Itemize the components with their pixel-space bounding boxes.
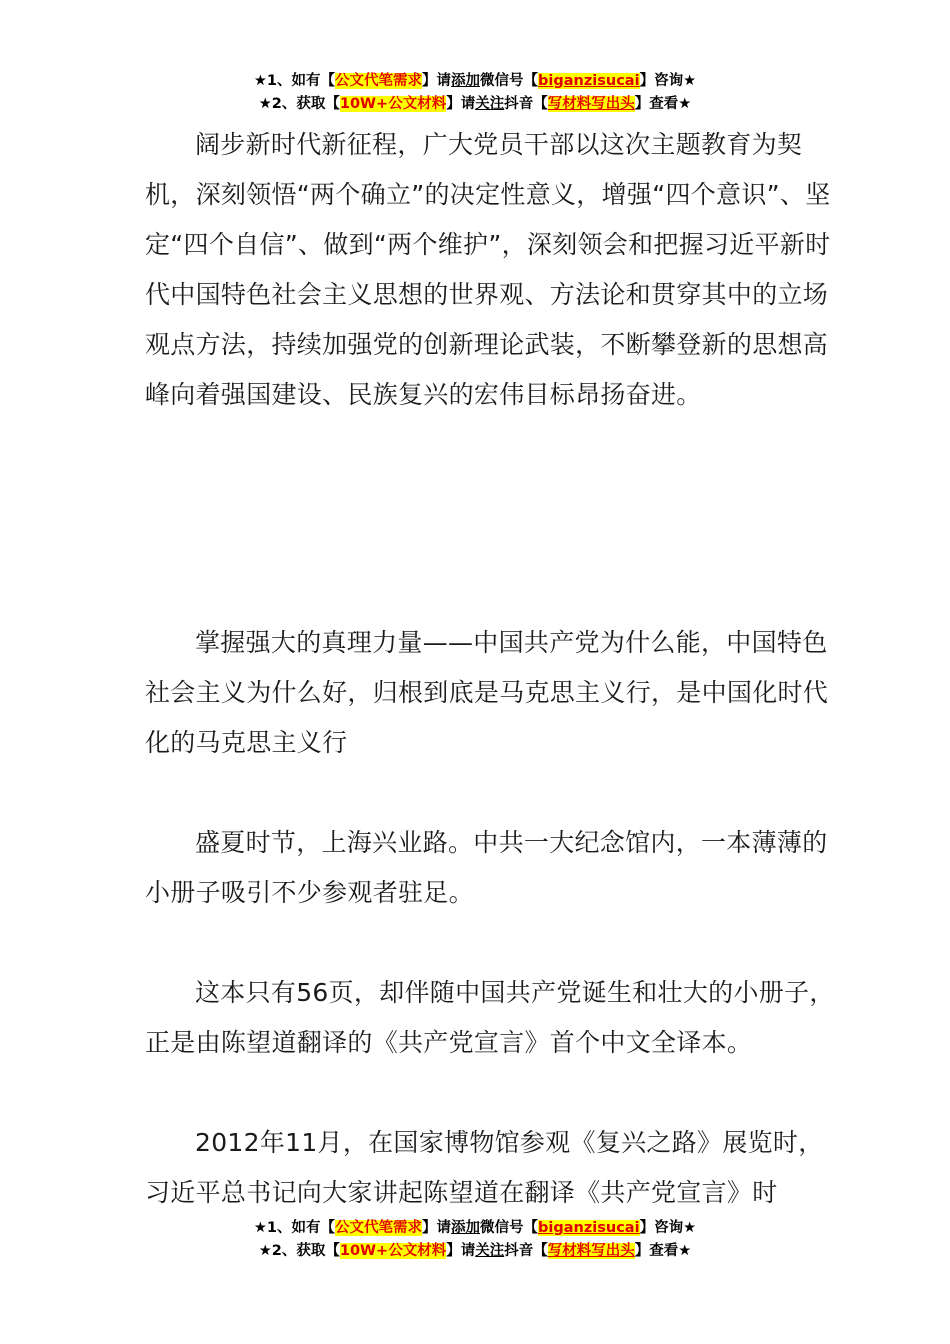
body-paragraph-1: 阔步新时代新征程，广大党员干部以这次主题教育为契机，深刻领悟“两个确立”的决定性意义，增强“四个意识”、坚定“四个自信”、做到“两个维护”，深刻领会和把握习近平新时代中国特色社会主义思想的世界观、方法论和贯穿其中的立场观点方法，持续加强党的创新理论武装，不断攀登新的思想高峰向着强国建设、民族复兴的宏伟目标昂扬奋进。 [145, 130, 831, 409]
banner-text: 】请 [446, 1243, 476, 1259]
banner-text: ★2、获取【 [258, 96, 340, 112]
highlight-service: 公文代笔需求 [335, 73, 423, 89]
section-heading-paragraph: 掌握强大的真理力量——中国共产党为什么能，中国特色社会主义为什么好，归根到底是马克思主义行，是中国化时代化的马克思主义行 [145, 628, 829, 757]
highlight-douyin-account: 写材料写出头 [547, 96, 635, 112]
body-paragraph-4: 这本只有56页，却伴随中国共产党诞生和壮大的小册子，正是由陈望道翻译的《共产党宣言》首个中文全译本。 [145, 978, 835, 1057]
banner-line-2 [0, 93, 950, 116]
banner-line-1 [0, 70, 950, 93]
banner-text: ★1、如有【 [253, 73, 336, 89]
highlight-wechat-id: biganzisucai [538, 1220, 640, 1236]
highlight-wechat-id: biganzisucai [538, 73, 640, 89]
banner-text: 】咨询★ [639, 73, 697, 89]
banner-emphasis: 添加 [451, 73, 481, 89]
body-paragraph-5: 2012年11月，在国家博物馆参观《复兴之路》展览时，习近平总书记向大家讲起陈望道在翻译《共产党宣言》时 [145, 1128, 824, 1207]
highlight-materials: 10W+公文材料 [339, 1243, 447, 1259]
body-paragraph-3: 盛夏时节，上海兴业路。中共一大纪念馆内，一本薄薄的小册子吸引不少参观者驻足。 [145, 828, 828, 907]
banner-text: 】请 [446, 96, 476, 112]
banner-line-1 [0, 1217, 950, 1240]
banner-text: 微信号【 [480, 73, 539, 89]
banner-text: 】请 [422, 73, 452, 89]
banner-line-2 [0, 1240, 950, 1263]
highlight-service: 公文代笔需求 [335, 1220, 423, 1236]
header-banner [0, 70, 950, 116]
highlight-douyin-account: 写材料写出头 [547, 1243, 635, 1259]
banner-emphasis: 关注 [475, 96, 505, 112]
banner-text: 微信号【 [480, 1220, 539, 1236]
footer-banner [0, 1217, 950, 1263]
banner-text: 抖音【 [504, 1243, 548, 1259]
banner-text: 】咨询★ [639, 1220, 697, 1236]
banner-emphasis: 添加 [451, 1220, 481, 1236]
banner-text: 】查看★ [634, 96, 692, 112]
banner-text: ★1、如有【 [253, 1220, 336, 1236]
highlight-materials: 10W+公文材料 [339, 96, 447, 112]
banner-text: 】请 [422, 1220, 452, 1236]
banner-text: ★2、获取【 [258, 1243, 340, 1259]
banner-emphasis: 关注 [475, 1243, 505, 1259]
banner-text: 抖音【 [504, 96, 548, 112]
banner-text: 】查看★ [634, 1243, 692, 1259]
